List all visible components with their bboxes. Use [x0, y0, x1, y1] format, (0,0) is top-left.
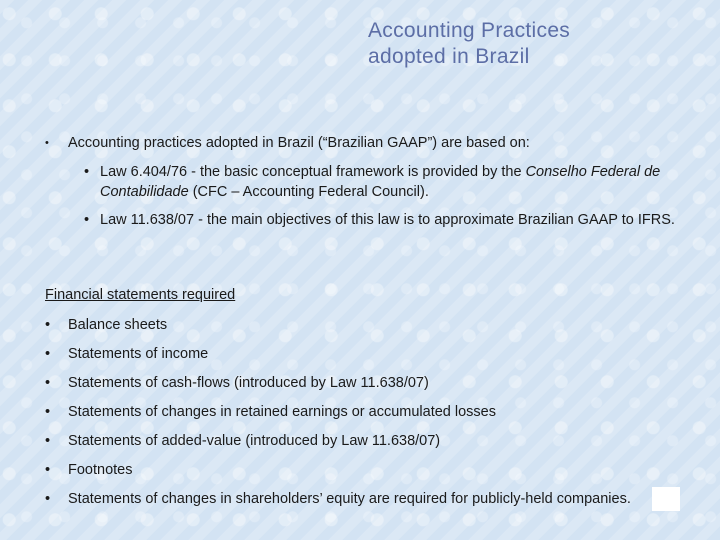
- bullet-marker: •: [45, 346, 51, 362]
- text-italic: Conselho Federal de Contabilidade: [100, 164, 661, 200]
- list-item: [45, 403, 705, 432]
- slide-title-line-2: adopted in Brazil: [368, 45, 530, 68]
- list-item-text: Statements of added-value (introduced by Law 11.638/07): [68, 433, 441, 449]
- white-box-marker: [652, 487, 680, 511]
- list-item-text: Statements of changes in retained earnings or accumulated losses: [68, 404, 496, 420]
- bullet-marker: •: [45, 462, 51, 478]
- list-item: [45, 461, 705, 490]
- statements-list: [45, 316, 705, 519]
- sub-bullet-law-6404: [84, 162, 694, 202]
- bullet-marker: •: [45, 137, 49, 149]
- bullet-marker: •: [45, 404, 51, 420]
- list-item-text: Statements of cash-flows (introduced by Law 11.638/07): [68, 375, 429, 391]
- section-heading: Financial statements required: [45, 287, 236, 303]
- sub-bullet-text: [100, 162, 694, 202]
- list-item: [45, 432, 705, 461]
- list-item: [45, 490, 705, 519]
- list-item-text: Statements of changes in shareholders’ equity are required for publicly-held companies.: [68, 491, 631, 507]
- text-part: Law 6.404/76 - the basic conceptual framework is provided by the: [100, 164, 526, 180]
- bullet-marker: •: [45, 433, 51, 449]
- bullet-marker: •: [84, 212, 90, 228]
- slide-title-line-1: Accounting Practices: [368, 19, 571, 42]
- sub-bullet-law-11638: [84, 210, 694, 230]
- text-part: (CFC – Accounting Federal Council).: [188, 184, 429, 200]
- intro-text: Accounting practices adopted in Brazil (“Brazilian GAAP”) are based on:: [68, 135, 530, 151]
- list-item-text: Balance sheets: [68, 317, 168, 333]
- slide-title: [368, 18, 570, 70]
- list-item: [45, 316, 705, 345]
- intro-bullet: [45, 134, 665, 152]
- list-item-text: Footnotes: [68, 462, 133, 478]
- bullet-marker: •: [45, 491, 51, 507]
- bullet-marker: •: [84, 164, 90, 180]
- list-item: [45, 374, 705, 403]
- sub-bullet-text: Law 11.638/07 - the main objectives of this law is to approximate Brazilian GAAP to IFRS.: [100, 212, 675, 228]
- list-item: [45, 345, 705, 374]
- list-item-text: Statements of income: [68, 346, 209, 362]
- bullet-marker: •: [45, 375, 51, 391]
- bullet-marker: •: [45, 317, 51, 333]
